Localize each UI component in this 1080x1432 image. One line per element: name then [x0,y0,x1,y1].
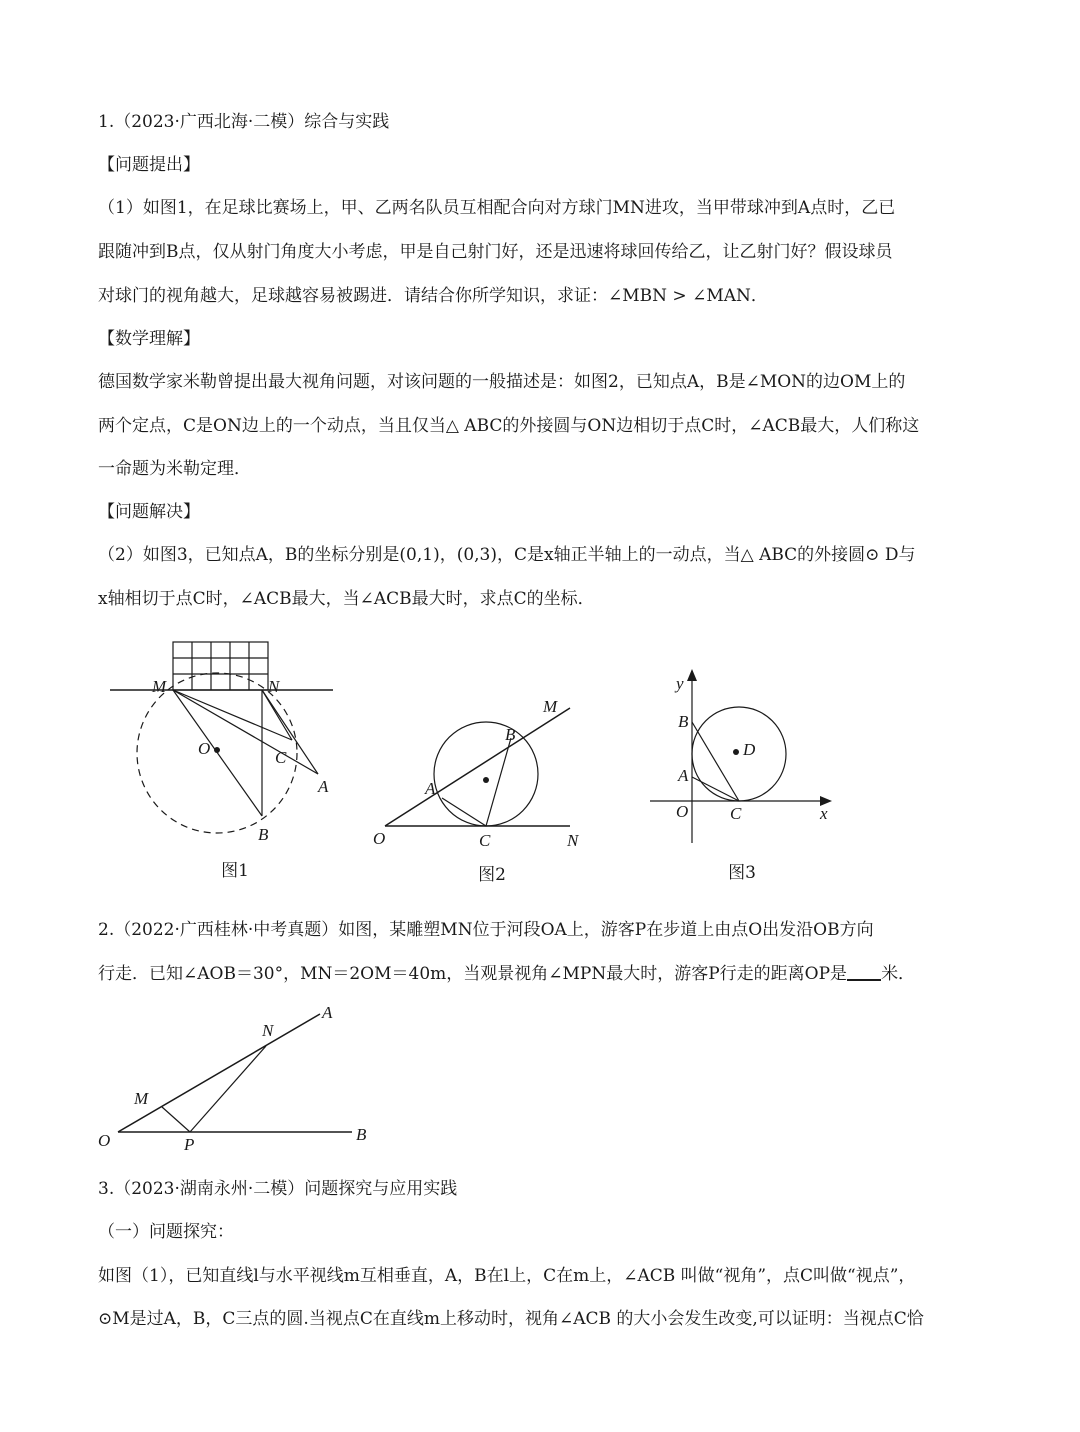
fig2-label-O: O [373,829,386,848]
q1-header: 1.（2023·广西北海·二模）综合与实践 [98,112,390,132]
fig2-label-N: N [567,831,579,850]
q1-para1-line2: 跟随冲到B点，仅从射门角度大小考虑，甲是自己射门好，还是迅速将球回传给乙，让乙射门好？假设球员 [98,242,893,262]
q1-para1-line1: （1）如图1，在足球比赛场上，甲、乙两名队员互相配合向对方球门MN进攻，当甲带球冲到A点时，乙已 [98,198,896,218]
figure-3 [640,665,840,850]
q2-label-B: B [356,1125,367,1144]
q1-para2-line2: 两个定点，C是ON边上的一个动点，当且仅当△ ABC的外接圆与ON边相切于点C时，∠ACB最大，人们称这 [98,416,920,436]
fig2-label-M: M [543,697,558,716]
fig1-label-N: N [268,677,280,696]
figure-1 [100,630,350,850]
q2-line2-text: 行走．已知∠AOB＝30°，MN＝2OM＝40m，当观景视角∠MPN最大时，游客P行走的距离OP是 [98,964,848,984]
fig3-label-A: A [678,766,689,785]
fig1-caption: 图1 [221,861,249,881]
fig3-label-D: D [743,740,756,759]
q1-section-problem: 【问题提出】 [98,155,200,175]
fig3-caption: 图3 [728,863,756,883]
fig3-label-C: C [730,804,742,823]
q1-para1-line3: 对球门的视角越大，足球越容易被踢进．请结合你所学知识，求证：∠MBN > ∠MAN． [98,286,768,306]
q2-line1: 2.（2022·广西桂林·中考真题）如图，某雕塑MN位于河段OA上，游客P在步道上由点O出发沿OB方向 [98,920,874,940]
fig1-label-A: A [318,777,329,796]
fig1-label-O: O [198,739,211,758]
q2-label-A: A [322,1003,333,1022]
q3-para1-line1: 如图（1），已知直线l与水平视线m互相垂直，A，B在l上，C在m上，∠ACB 叫做“视角”，点C叫做“视点”， [98,1266,916,1286]
figure-q2 [92,1000,382,1150]
q2-label-P: P [184,1135,195,1150]
q3-para1-line2: ⊙M是过A，B，C三点的圆.当视点C在直线m上移动时，视角∠ACB 的大小会发生改变,可以证明：当视点C恰 [98,1309,924,1329]
q2-line2 [98,962,988,986]
fig3-label-y: y [676,674,684,693]
fig3-label-B: B [678,712,689,731]
fig1-label-M: M [152,677,167,696]
q3-section-explore: （一）问题探究： [98,1222,234,1242]
answer-blank [847,963,881,981]
q1-section-solve: 【问题解决】 [98,502,200,522]
q1-para2-line1: 德国数学家米勒曾提出最大视角问题，对该问题的一般描述是：如图2，已知点A，B是∠MON的边OM上的 [98,372,906,392]
q1-para2-line3: 一命题为米勒定理． [98,459,251,479]
q1-para3-line1: （2）如图3，已知点A，B的坐标分别是(0,1)，(0,3)，C是x轴正半轴上的一动点，当△ ABC的外接圆⊙ D与 [98,545,916,565]
fig2-caption: 图2 [478,865,506,885]
q2-label-N: N [262,1021,274,1040]
y-axis-arrow-icon [687,669,697,681]
q2-line2-unit: 米． [881,964,916,984]
fig1-label-B: B [258,825,269,844]
q2-label-M: M [134,1089,149,1108]
fig3-label-O: O [676,802,689,821]
fig2-label-B: B [505,725,516,744]
fig2-label-A: A [425,779,436,798]
q1-section-understanding: 【数学理解】 [98,329,200,349]
fig1-label-C: C [275,748,287,767]
q1-para3-line2: x轴相切于点C时，∠ACB最大，当∠ACB最大时，求点C的坐标． [98,589,595,609]
q3-header: 3.（2023·湖南永州·二模）问题探究与应用实践 [98,1179,458,1199]
fig2-label-C: C [479,831,491,850]
figure-2 [365,690,595,855]
fig3-label-x: x [820,804,828,823]
q2-label-O: O [98,1131,111,1150]
